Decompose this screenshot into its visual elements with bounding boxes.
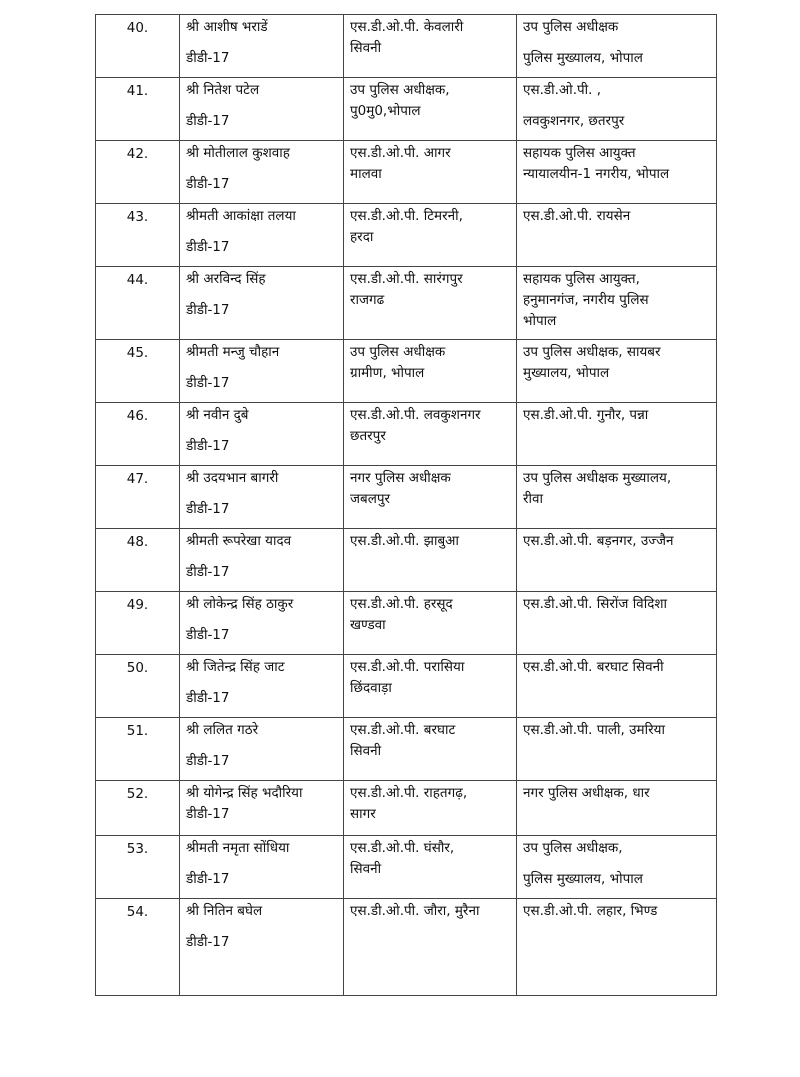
officer-cell: [180, 267, 344, 340]
current-posting-line: नगर पुलिस अधीक्षक: [350, 470, 451, 486]
current-posting-cell: [344, 204, 517, 267]
table-row: [96, 899, 717, 996]
new-posting-cell: [517, 340, 717, 403]
transfer-list-table: [95, 14, 717, 996]
current-posting-cell: [344, 836, 517, 899]
table-row: [96, 15, 717, 78]
current-posting-cell: [344, 403, 517, 466]
current-posting-cell: [344, 78, 517, 141]
serial-number: 54.: [126, 904, 149, 920]
table-row: [96, 466, 717, 529]
officer-cell: [180, 204, 344, 267]
officer-name: श्रीमती रूपरेखा यादव: [186, 533, 292, 549]
officer-name: श्री जितेन्द्र सिंह जाट: [186, 659, 285, 675]
new-posting-line: उप पुलिस अधीक्षक, सायबर: [523, 344, 661, 360]
new-posting-line: सहायक पुलिस आयुक्त: [523, 145, 636, 161]
new-posting-line: सहायक पुलिस आयुक्त,: [523, 271, 640, 287]
officer-cell: [180, 655, 344, 718]
new-posting-line: एस.डी.ओ.पी. बड़नगर, उज्जैन: [523, 533, 674, 549]
new-posting-line: मुख्यालय, भोपाल: [523, 365, 610, 381]
serial-number-cell: [96, 655, 180, 718]
officer-cell: [180, 718, 344, 781]
officer-cell: [180, 466, 344, 529]
serial-number-cell: [96, 204, 180, 267]
current-posting-cell: [344, 718, 517, 781]
new-posting-line: पुलिस मुख्यालय, भोपाल: [523, 50, 643, 66]
current-posting-cell: [344, 340, 517, 403]
current-posting-line: सिवनी: [350, 40, 382, 56]
new-posting-cell: [517, 466, 717, 529]
serial-number-cell: [96, 141, 180, 204]
serial-number-cell: [96, 718, 180, 781]
current-posting-line: एस.डी.ओ.पी. जौरा, मुरैना: [350, 903, 480, 919]
current-posting-line: उप पुलिस अधीक्षक: [350, 344, 446, 360]
new-posting-cell: [517, 78, 717, 141]
officer-rank: डीडी-17: [186, 438, 230, 454]
current-posting-line: सागर: [350, 806, 376, 822]
current-posting-line: सिवनी: [350, 861, 382, 877]
current-posting-line: राजगढ: [350, 292, 385, 308]
new-posting-line: पुलिस मुख्यालय, भोपाल: [523, 871, 643, 887]
officer-rank: डीडी-17: [186, 50, 230, 66]
new-posting-cell: [517, 204, 717, 267]
new-posting-line: उप पुलिस अधीक्षक मुख्यालय,: [523, 470, 672, 486]
serial-number-cell: [96, 403, 180, 466]
new-posting-line: हनुमानगंज, नगरीय पुलिस: [523, 292, 649, 308]
table-row: [96, 592, 717, 655]
new-posting-cell: [517, 15, 717, 78]
officer-rank: डीडी-17: [186, 690, 230, 706]
serial-number-cell: [96, 836, 180, 899]
current-posting-line: एस.डी.ओ.पी. राहतगढ़,: [350, 785, 468, 801]
new-posting-line: एस.डी.ओ.पी. गुनौर, पन्ना: [523, 407, 649, 423]
current-posting-line: जबलपुर: [350, 491, 391, 507]
serial-number-cell: [96, 529, 180, 592]
current-posting-line: एस.डी.ओ.पी. हरसूद: [350, 596, 453, 612]
current-posting-cell: [344, 781, 517, 836]
serial-number: 44.: [126, 272, 149, 288]
current-posting-line: एस.डी.ओ.पी. लवकुशनगर: [350, 407, 481, 423]
officer-rank: डीडी-17: [186, 753, 230, 769]
officer-rank: डीडी-17: [186, 871, 230, 887]
current-posting-cell: [344, 141, 517, 204]
serial-number: 42.: [126, 146, 149, 162]
current-posting-line: सिवनी: [350, 743, 382, 759]
officer-name: श्री नितिन बघेल: [186, 903, 263, 919]
current-posting-cell: [344, 267, 517, 340]
serial-number-cell: [96, 340, 180, 403]
new-posting-line: एस.डी.ओ.पी. सिरोंज विदिशा: [523, 596, 668, 612]
officer-name: श्री उदयभान बागरी: [186, 470, 279, 486]
current-posting-line: एस.डी.ओ.पी. घंसौर,: [350, 840, 455, 856]
current-posting-line: पु0मु0,भोपाल: [350, 103, 421, 119]
new-posting-line: एस.डी.ओ.पी. ,: [523, 82, 602, 98]
table-row: [96, 836, 717, 899]
new-posting-line: एस.डी.ओ.पी. पाली, उमरिया: [523, 722, 665, 738]
new-posting-line: भोपाल: [523, 313, 557, 329]
new-posting-line: लवकुशनगर, छतरपुर: [523, 113, 625, 129]
table-body: [96, 15, 717, 996]
current-posting-line: मालवा: [350, 166, 382, 182]
new-posting-line: उप पुलिस अधीक्षक: [523, 19, 619, 35]
officer-rank: डीडी-17: [186, 113, 230, 129]
current-posting-cell: [344, 655, 517, 718]
serial-number: 40.: [126, 20, 149, 36]
serial-number-cell: [96, 267, 180, 340]
new-posting-line: रीवा: [523, 491, 544, 507]
officer-cell: [180, 592, 344, 655]
new-posting-cell: [517, 267, 717, 340]
current-posting-line: एस.डी.ओ.पी. झाबुआ: [350, 533, 459, 549]
officer-name: श्री लोकेन्द्र सिंह ठाकुर: [186, 596, 294, 612]
serial-number: 52.: [126, 786, 149, 802]
new-posting-line: न्यायालयीन-1 नगरीय, भोपाल: [523, 166, 670, 182]
current-posting-line: छिंदवाड़ा: [350, 680, 392, 696]
current-posting-line: ग्रामीण, भोपाल: [350, 365, 425, 381]
table-row: [96, 141, 717, 204]
new-posting-cell: [517, 718, 717, 781]
current-posting-line: एस.डी.ओ.पी. बरघाट: [350, 722, 456, 738]
new-posting-cell: [517, 592, 717, 655]
officer-name: श्रीमती मन्जु चौहान: [186, 344, 280, 360]
table-row: [96, 655, 717, 718]
current-posting-line: खण्डवा: [350, 617, 386, 633]
new-posting-line: नगर पुलिस अधीक्षक, धार: [523, 785, 650, 801]
officer-rank: डीडी-17: [186, 501, 230, 517]
serial-number-cell: [96, 781, 180, 836]
new-posting-cell: [517, 141, 717, 204]
officer-rank: डीडी-17: [186, 934, 230, 950]
officer-rank: डीडी-17: [186, 302, 230, 318]
officer-name: श्रीमती नमृता सोंधिया: [186, 840, 290, 856]
new-posting-cell: [517, 781, 717, 836]
serial-number: 47.: [126, 471, 149, 487]
current-posting-line: छतरपुर: [350, 428, 386, 444]
officer-cell: [180, 781, 344, 836]
officer-rank: डीडी-17: [186, 239, 230, 255]
current-posting-line: एस.डी.ओ.पी. टिमरनी,: [350, 208, 463, 224]
serial-number-cell: [96, 899, 180, 996]
table-row: [96, 781, 717, 836]
officer-rank: डीडी-17: [186, 176, 230, 192]
officer-name: श्री नवीन दुबे: [186, 407, 249, 423]
serial-number-cell: [96, 78, 180, 141]
serial-number: 49.: [126, 597, 149, 613]
current-posting-cell: [344, 529, 517, 592]
officer-cell: [180, 15, 344, 78]
serial-number-cell: [96, 466, 180, 529]
table-row: [96, 529, 717, 592]
officer-name: श्री ललित गठरे: [186, 722, 259, 738]
serial-number: 48.: [126, 534, 149, 550]
officer-name: श्री मोतीलाल कुशवाह: [186, 145, 290, 161]
new-posting-cell: [517, 899, 717, 996]
serial-number: 41.: [126, 83, 149, 99]
current-posting-cell: [344, 592, 517, 655]
serial-number: 51.: [126, 723, 149, 739]
officer-cell: [180, 141, 344, 204]
officer-cell: [180, 78, 344, 141]
serial-number: 53.: [126, 841, 149, 857]
current-posting-line: एस.डी.ओ.पी. सारंगपुर: [350, 271, 463, 287]
new-posting-line: एस.डी.ओ.पी. बरघाट सिवनी: [523, 659, 664, 675]
current-posting-line: उप पुलिस अधीक्षक,: [350, 82, 450, 98]
table-row: [96, 403, 717, 466]
officer-cell: [180, 340, 344, 403]
new-posting-cell: [517, 403, 717, 466]
table-row: [96, 718, 717, 781]
officer-name: श्रीमती आकांक्षा तलया: [186, 208, 296, 224]
officer-name: श्री नितेश पटेल: [186, 82, 260, 98]
officer-rank: डीडी-17: [186, 627, 230, 643]
table-row: [96, 78, 717, 141]
serial-number: 50.: [126, 660, 149, 676]
current-posting-line: एस.डी.ओ.पी. केवलारी: [350, 19, 464, 35]
new-posting-cell: [517, 836, 717, 899]
officer-rank: डीडी-17: [186, 375, 230, 391]
current-posting-line: एस.डी.ओ.पी. परासिया: [350, 659, 465, 675]
officer-name: श्री आशीष भराडें: [186, 19, 268, 35]
new-posting-cell: [517, 655, 717, 718]
current-posting-cell: [344, 899, 517, 996]
current-posting-cell: [344, 15, 517, 78]
new-posting-line: एस.डी.ओ.पी. रायसेन: [523, 208, 631, 224]
current-posting-line: एस.डी.ओ.पी. आगर: [350, 145, 451, 161]
officer-rank: डीडी-17: [186, 564, 230, 580]
current-posting-cell: [344, 466, 517, 529]
table-row: [96, 267, 717, 340]
serial-number-cell: [96, 592, 180, 655]
officer-cell: [180, 836, 344, 899]
table-row: [96, 204, 717, 267]
officer-name: श्री योगेन्द्र सिंह भदौरिया: [186, 785, 303, 801]
officer-rank: डीडी-17: [186, 806, 230, 822]
new-posting-line: एस.डी.ओ.पी. लहार, भिण्ड: [523, 903, 658, 919]
serial-number: 46.: [126, 408, 149, 424]
current-posting-line: हरदा: [350, 229, 374, 245]
officer-name: श्री अरविन्द सिंह: [186, 271, 266, 287]
serial-number: 43.: [126, 209, 149, 225]
table-row: [96, 340, 717, 403]
officer-cell: [180, 403, 344, 466]
new-posting-cell: [517, 529, 717, 592]
serial-number-cell: [96, 15, 180, 78]
new-posting-line: उप पुलिस अधीक्षक,: [523, 840, 623, 856]
officer-cell: [180, 529, 344, 592]
officer-cell: [180, 899, 344, 996]
serial-number: 45.: [126, 345, 149, 361]
